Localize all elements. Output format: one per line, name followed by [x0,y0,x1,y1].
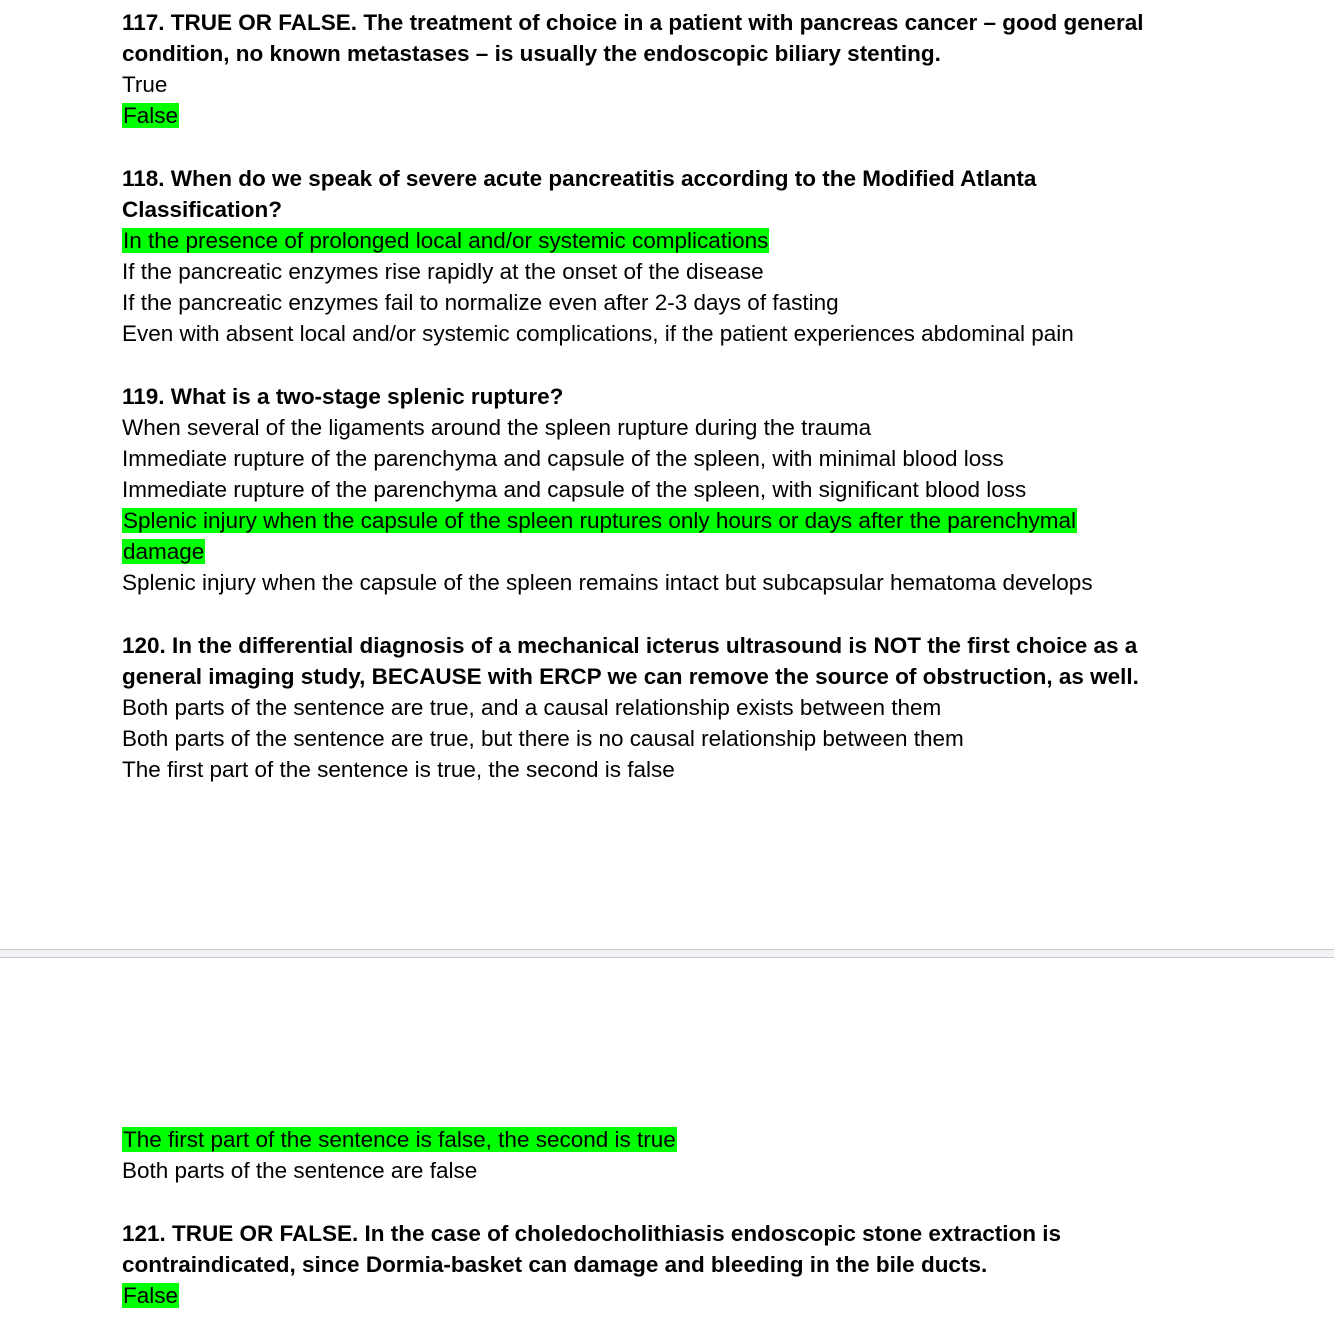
highlighted-answer: False [123,103,179,128]
question-121-text-line-2: contraindicated, since Dormia-basket can damage and bleeding in the bile ducts. [122,1252,988,1277]
answer-option-correct [122,1124,1322,1155]
question-121 [122,1218,1322,1311]
question-120-continued [122,1124,1322,1186]
highlighted-answer: damage [123,539,205,564]
answer-option [122,412,1322,443]
answer-option-text: Both parts of the sentence are false [122,1158,478,1183]
answer-option [122,287,1322,318]
answer-option-text: If the pancreatic enzymes rise rapidly at the onset of the disease [122,259,764,284]
page-2-content [122,1124,1322,1311]
question-117-text-line-2: condition, no known metastases – is usually the endoscopic biliary stenting. [122,41,941,66]
question-120 [122,630,1322,785]
answer-option [122,474,1322,505]
answer-option-text: The first part of the sentence is true, the second is false [122,757,675,782]
highlighted-answer: In the presence of prolonged local and/or systemic complications [123,228,769,253]
question-117-text-line-1: 117. TRUE OR FALSE. The treatment of choice in a patient with pancreas cancer – good general [122,10,1144,35]
answer-option [122,318,1322,349]
answer-option-correct [122,225,1322,256]
question-117 [122,7,1322,131]
answer-option-correct [122,505,1322,536]
question-118-text-line-1: 118. When do we speak of severe acute pancreatitis according to the Modified Atlanta [122,166,1037,191]
answer-option-correct [122,100,1322,131]
answer-option [122,1155,1322,1186]
question-119 [122,381,1322,598]
answer-option-text: Splenic injury when the capsule of the spleen remains intact but subcapsular hematoma develops [122,570,1093,595]
answer-option [122,692,1322,723]
answer-option-text: Both parts of the sentence are true, but there is no causal relationship between them [122,726,964,751]
spacer [122,131,1322,163]
highlighted-answer: False [123,1283,179,1308]
highlighted-answer: The first part of the sentence is false, the second is true [123,1127,676,1152]
answer-option-text: Immediate rupture of the parenchyma and capsule of the spleen, with minimal blood loss [122,446,1004,471]
spacer [122,1186,1322,1218]
question-120-text-line-1: 120. In the differential diagnosis of a mechanical icterus ultrasound is NOT the first choice as a [122,633,1138,658]
answer-option [122,567,1322,598]
answer-option-text: Even with absent local and/or systemic complications, if the patient experiences abdominal pain [122,321,1074,346]
answer-option [122,443,1322,474]
page-1-content [122,7,1322,785]
highlighted-answer: Splenic injury when the capsule of the spleen ruptures only hours or days after the parenchymal [123,508,1077,533]
answer-option [122,754,1322,785]
page-break [0,949,1334,958]
answer-option [122,256,1322,287]
answer-option-text: When several of the ligaments around the spleen rupture during the trauma [122,415,872,440]
answer-option-correct-continued [122,536,1322,567]
document-page-2 [0,958,1334,1336]
question-121-text-line-1: 121. TRUE OR FALSE. In the case of choledocholithiasis endoscopic stone extraction is [122,1221,1061,1246]
spacer [122,349,1322,381]
answer-option-correct [122,1280,1322,1311]
question-118-text-line-2: Classification? [122,197,283,222]
spacer [122,598,1322,630]
answer-option-text: If the pancreatic enzymes fail to normalize even after 2-3 days of fasting [122,290,839,315]
answer-option-text: Immediate rupture of the parenchyma and capsule of the spleen, with significant blood loss [122,477,1027,502]
question-120-text-line-2: general imaging study, BECAUSE with ERCP we can remove the source of obstruction, as well. [122,664,1139,689]
answer-option-text: Both parts of the sentence are true, and a causal relationship exists between them [122,695,942,720]
answer-option [122,723,1322,754]
answer-option [122,69,1322,100]
question-118 [122,163,1322,349]
question-119-text-line-1: 119. What is a two-stage splenic rupture? [122,384,564,409]
answer-option-text: True [122,72,168,97]
